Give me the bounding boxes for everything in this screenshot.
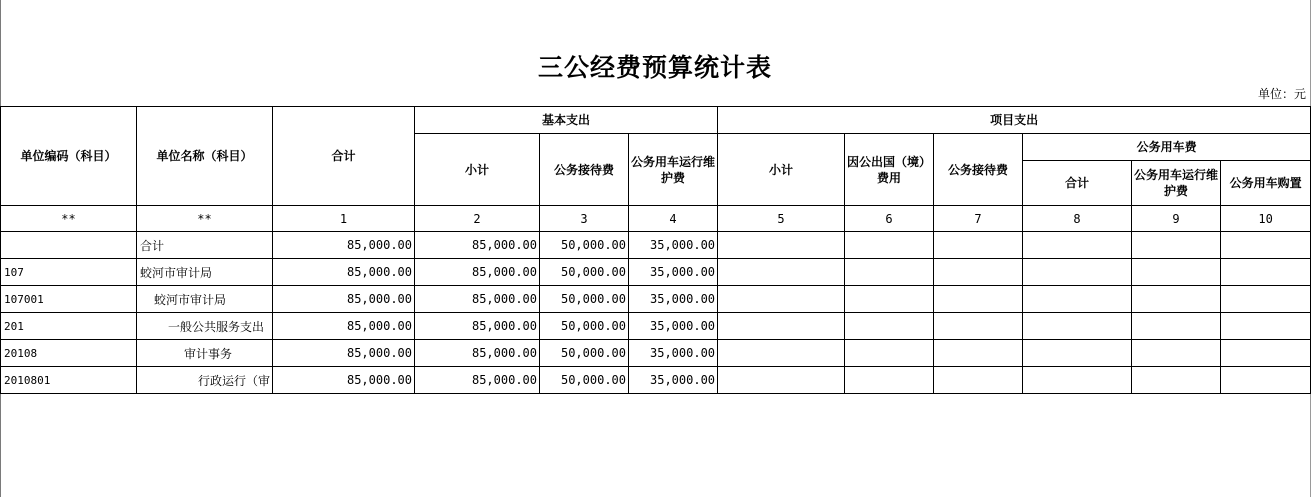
table-row[interactable] <box>1 367 1311 394</box>
row-project-subtotal <box>718 340 845 367</box>
row-project-abroad <box>845 367 934 394</box>
row-car-maintenance <box>1132 367 1221 394</box>
row-project-abroad <box>845 313 934 340</box>
row-basic-subtotal: 85,000.00 <box>415 259 540 286</box>
header-project-abroad: 因公出国（境）费用 <box>845 134 934 206</box>
row-project-reception <box>934 367 1023 394</box>
row-total: 85,000.00 <box>273 286 415 313</box>
row-basic-reception: 50,000.00 <box>540 367 629 394</box>
table-row[interactable] <box>1 340 1311 367</box>
row-project-abroad <box>845 340 934 367</box>
header-car-purchase: 公务用车购置 <box>1221 161 1311 206</box>
row-name: 一般公共服务支出 <box>137 313 273 340</box>
row-total: 85,000.00 <box>273 313 415 340</box>
row-name: 审计事务 <box>137 340 273 367</box>
header-car-maintenance: 公务用车运行维护费 <box>1132 161 1221 206</box>
header-basic-expense: 基本支出 <box>415 107 718 134</box>
row-total: 85,000.00 <box>273 367 415 394</box>
row-car-purchase <box>1221 286 1311 313</box>
row-code: 107001 <box>1 286 137 313</box>
row-project-reception <box>934 340 1023 367</box>
col-number: 6 <box>845 206 934 232</box>
row-project-abroad <box>845 286 934 313</box>
col-number: 5 <box>718 206 845 232</box>
row-basic-reception: 50,000.00 <box>540 232 629 259</box>
row-basic-car-maintenance: 35,000.00 <box>629 367 718 394</box>
col-number: 3 <box>540 206 629 232</box>
row-car-purchase <box>1221 259 1311 286</box>
header-car-total: 合计 <box>1023 161 1132 206</box>
header-total: 合计 <box>273 107 415 206</box>
row-car-maintenance <box>1132 259 1221 286</box>
header-unit-code: 单位编码（科目） <box>1 107 137 206</box>
col-number: ** <box>1 206 137 232</box>
header-basic-car-maintenance: 公务用车运行维护费 <box>629 134 718 206</box>
row-car-purchase <box>1221 313 1311 340</box>
row-basic-subtotal: 85,000.00 <box>415 313 540 340</box>
row-basic-subtotal: 85,000.00 <box>415 367 540 394</box>
header-basic-reception: 公务接待费 <box>540 134 629 206</box>
row-car-maintenance <box>1132 340 1221 367</box>
row-project-abroad <box>845 232 934 259</box>
row-total: 85,000.00 <box>273 232 415 259</box>
row-code: 201 <box>1 313 137 340</box>
row-car-purchase <box>1221 367 1311 394</box>
row-basic-car-maintenance: 35,000.00 <box>629 232 718 259</box>
table-row[interactable] <box>1 286 1311 313</box>
row-project-reception <box>934 259 1023 286</box>
row-car-purchase <box>1221 232 1311 259</box>
row-car-total <box>1023 340 1132 367</box>
header-project-expense: 项目支出 <box>718 107 1311 134</box>
col-number: 7 <box>934 206 1023 232</box>
row-project-subtotal <box>718 232 845 259</box>
row-project-subtotal <box>718 313 845 340</box>
row-car-total <box>1023 232 1132 259</box>
header-project-subtotal: 小计 <box>718 134 845 206</box>
row-project-subtotal <box>718 367 845 394</box>
col-number: 9 <box>1132 206 1221 232</box>
row-code: 107 <box>1 259 137 286</box>
row-basic-car-maintenance: 35,000.00 <box>629 286 718 313</box>
row-basic-reception: 50,000.00 <box>540 286 629 313</box>
row-name: 行政运行（审 <box>137 367 273 394</box>
row-car-total <box>1023 367 1132 394</box>
row-basic-car-maintenance: 35,000.00 <box>629 340 718 367</box>
table-row[interactable] <box>1 232 1311 259</box>
header-unit-name: 单位名称（科目） <box>137 107 273 206</box>
row-basic-reception: 50,000.00 <box>540 340 629 367</box>
row-project-abroad <box>845 259 934 286</box>
header-car-fee: 公务用车费 <box>1023 134 1311 161</box>
row-car-maintenance <box>1132 286 1221 313</box>
table-row[interactable] <box>1 259 1311 286</box>
col-number: 1 <box>273 206 415 232</box>
page-title: 三公经费预算统计表 <box>537 53 772 82</box>
col-number: ** <box>137 206 273 232</box>
row-car-total <box>1023 313 1132 340</box>
table-row[interactable] <box>1 313 1311 340</box>
row-car-maintenance <box>1132 313 1221 340</box>
row-basic-reception: 50,000.00 <box>540 259 629 286</box>
row-total: 85,000.00 <box>273 259 415 286</box>
col-number: 10 <box>1221 206 1311 232</box>
row-project-subtotal <box>718 259 845 286</box>
col-number: 2 <box>415 206 540 232</box>
header-project-reception: 公务接待费 <box>934 134 1023 206</box>
row-basic-reception: 50,000.00 <box>540 313 629 340</box>
row-project-reception <box>934 232 1023 259</box>
row-project-subtotal <box>718 286 845 313</box>
row-basic-subtotal: 85,000.00 <box>415 340 540 367</box>
budget-table <box>0 106 1311 394</box>
row-project-reception <box>934 286 1023 313</box>
row-car-total <box>1023 259 1132 286</box>
column-number-row <box>1 206 1311 232</box>
row-basic-car-maintenance: 35,000.00 <box>629 259 718 286</box>
row-car-maintenance <box>1132 232 1221 259</box>
row-basic-car-maintenance: 35,000.00 <box>629 313 718 340</box>
row-basic-subtotal: 85,000.00 <box>415 286 540 313</box>
header-basic-subtotal: 小计 <box>415 134 540 206</box>
col-number: 8 <box>1023 206 1132 232</box>
row-code: 2010801 <box>1 367 137 394</box>
row-car-purchase <box>1221 340 1311 367</box>
row-basic-subtotal: 85,000.00 <box>415 232 540 259</box>
row-total: 85,000.00 <box>273 340 415 367</box>
row-code: 20108 <box>1 340 137 367</box>
row-project-reception <box>934 313 1023 340</box>
row-name: 蛟河市审计局 <box>137 259 273 286</box>
row-name: 合计 <box>137 232 273 259</box>
row-car-total <box>1023 286 1132 313</box>
col-number: 4 <box>629 206 718 232</box>
row-code <box>1 232 137 259</box>
unit-label: 单位：元 <box>1257 87 1306 101</box>
row-name: 蛟河市审计局 <box>137 286 273 313</box>
